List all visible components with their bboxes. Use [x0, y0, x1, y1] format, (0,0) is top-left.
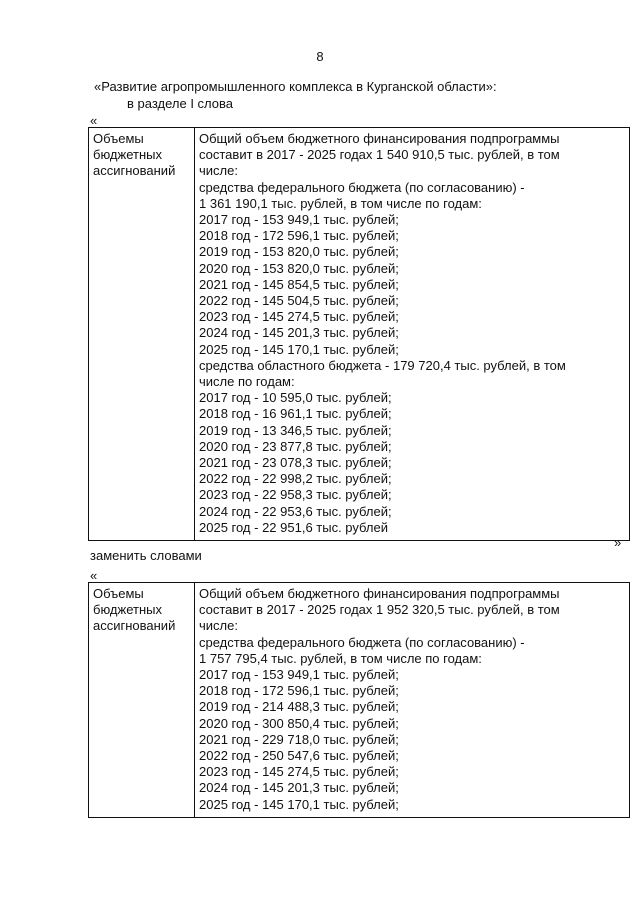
- content-line: 2020 год - 153 820,0 тыс. рублей;: [199, 260, 399, 276]
- label-line: ассигнований: [93, 163, 176, 179]
- close-quote-1: »: [614, 535, 622, 550]
- content-line: 2024 год - 22 953,6 тыс. рублей;: [199, 503, 392, 519]
- content-line: 2019 год - 13 346,5 тыс. рублей;: [199, 422, 392, 438]
- document-heading: «Развитие агропромышленного комплекса в Курганской области»:: [94, 79, 497, 94]
- replace-phrase: заменить словами: [90, 548, 202, 563]
- table-label-cell: [89, 128, 195, 541]
- content-line: Общий объем бюджетного финансирования подпрограммы: [199, 131, 560, 146]
- content-line: 2019 год - 214 488,3 тыс. рублей;: [199, 699, 399, 715]
- content-line: 2025 год - 145 170,1 тыс. рублей;: [199, 341, 399, 357]
- content-line: 1 757 795,4 тыс. рублей, в том числе по годам:: [199, 650, 482, 666]
- content-line: числе по годам:: [199, 374, 295, 390]
- label-line: Объемы: [93, 586, 144, 601]
- content-line: 2023 год - 22 958,3 тыс. рублей;: [199, 487, 392, 503]
- content-line: 2025 год - 145 170,1 тыс. рублей;: [199, 796, 399, 812]
- content-line: средства федерального бюджета (по согласованию) -: [199, 634, 525, 650]
- content-line: 2023 год - 145 274,5 тыс. рублей;: [199, 309, 399, 325]
- content-line: 2022 год - 22 998,2 тыс. рублей;: [199, 471, 392, 487]
- content-line: средства областного бюджета - 179 720,4 тыс. рублей, в том: [199, 357, 566, 373]
- label-line: бюджетных: [93, 147, 162, 163]
- page-number: 8: [316, 49, 324, 64]
- content-line: числе:: [199, 163, 238, 179]
- table-content-cell: [195, 128, 630, 541]
- content-line: 2018 год - 172 596,1 тыс. рублей;: [199, 228, 399, 244]
- content-line: 2023 год - 145 274,5 тыс. рублей;: [199, 764, 399, 780]
- label-line: ассигнований: [93, 618, 176, 634]
- content-line: 2021 год - 145 854,5 тыс. рублей;: [199, 276, 399, 292]
- budget-table-new: [88, 582, 630, 818]
- content-line: средства федерального бюджета (по согласованию) -: [199, 179, 525, 195]
- content-line: Общий объем бюджетного финансирования подпрограммы: [199, 586, 560, 601]
- open-quote-1: «: [90, 113, 98, 128]
- open-quote-2: «: [90, 568, 98, 583]
- content-line: 2020 год - 300 850,4 тыс. рублей;: [199, 715, 399, 731]
- content-line: 2020 год - 23 877,8 тыс. рублей;: [199, 438, 392, 454]
- label-line: Объемы: [93, 131, 144, 146]
- content-line: 2022 год - 250 547,6 тыс. рублей;: [199, 748, 399, 764]
- content-line: 2022 год - 145 504,5 тыс. рублей;: [199, 293, 399, 309]
- content-line: 2017 год - 10 595,0 тыс. рублей;: [199, 390, 392, 406]
- content-line: 2024 год - 145 201,3 тыс. рублей;: [199, 780, 399, 796]
- content-line: 1 361 190,1 тыс. рублей, в том числе по годам:: [199, 195, 482, 211]
- content-line: числе:: [199, 618, 238, 634]
- content-line: 2021 год - 229 718,0 тыс. рублей;: [199, 731, 399, 747]
- content-line: 2025 год - 22 951,6 тыс. рублей: [199, 519, 388, 535]
- budget-table-old: [88, 127, 630, 541]
- content-line: составит в 2017 - 2025 годах 1 540 910,5 тыс. рублей, в том: [199, 147, 560, 163]
- content-line: 2017 год - 153 949,1 тыс. рублей;: [199, 212, 399, 228]
- table-label-cell: [89, 583, 195, 818]
- label-line: бюджетных: [93, 602, 162, 618]
- content-line: 2021 год - 23 078,3 тыс. рублей;: [199, 455, 392, 471]
- section-subheading: в разделе I слова: [127, 96, 233, 111]
- content-line: 2019 год - 153 820,0 тыс. рублей;: [199, 244, 399, 260]
- content-line: 2024 год - 145 201,3 тыс. рублей;: [199, 325, 399, 341]
- content-line: 2017 год - 153 949,1 тыс. рублей;: [199, 667, 399, 683]
- content-line: 2018 год - 16 961,1 тыс. рублей;: [199, 406, 392, 422]
- content-line: 2018 год - 172 596,1 тыс. рублей;: [199, 683, 399, 699]
- content-line: составит в 2017 - 2025 годах 1 952 320,5 тыс. рублей, в том: [199, 602, 560, 618]
- table-content-cell: [195, 583, 630, 818]
